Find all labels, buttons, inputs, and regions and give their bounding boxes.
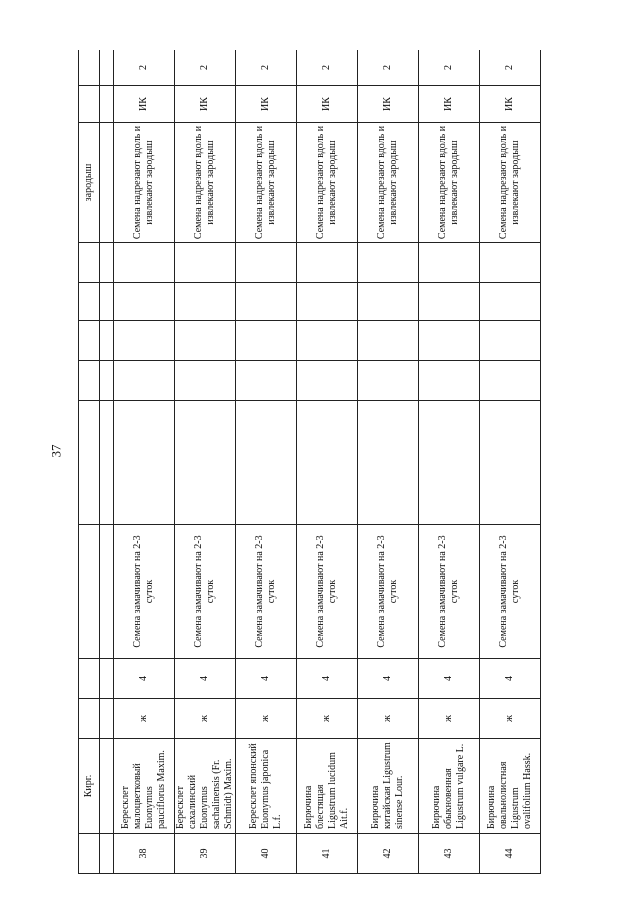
mark-cell: ж <box>175 699 236 739</box>
empty-cell <box>480 361 541 401</box>
subheader-cell <box>100 86 114 123</box>
empty-cell <box>358 361 419 401</box>
header-cell-treatment <box>79 525 100 659</box>
empty-cell <box>114 361 175 401</box>
four-cell: 4 <box>236 659 297 699</box>
empty-cell <box>480 401 541 525</box>
mark-cell: ж <box>297 699 358 739</box>
header-cell-empty-4 <box>79 283 100 321</box>
two-cell: 2 <box>358 50 419 86</box>
extraction-cell: Семена надрезают вдоль и извлекают зародыш <box>236 123 297 243</box>
empty-cell <box>358 243 419 283</box>
row-number: 43 <box>419 834 480 874</box>
empty-cell <box>419 361 480 401</box>
species-name: Бирючина обыкновенная Ligustrum vulgare L. <box>419 739 480 834</box>
treatment-cell: Семена замачивают на 2-3 суток <box>419 525 480 659</box>
header-cell-extraction: зародыш <box>79 123 100 243</box>
species-name: Бересклет малоцветковый Euonymus pauciflorus Maxim. <box>114 739 175 834</box>
row-number: 41 <box>297 834 358 874</box>
empty-cell <box>480 283 541 321</box>
row-number: 38 <box>114 834 175 874</box>
extraction-cell: Семена надрезают вдоль и извлекают зародыш <box>297 123 358 243</box>
table-header-row <box>79 50 100 874</box>
subheader-cell <box>100 525 114 659</box>
empty-cell <box>114 243 175 283</box>
empty-cell <box>419 283 480 321</box>
empty-cell <box>236 361 297 401</box>
two-cell: 2 <box>236 50 297 86</box>
species-name: Бирючина китайская Ligustrum sinense Lour. <box>358 739 419 834</box>
row-number: 42 <box>358 834 419 874</box>
two-cell: 2 <box>480 50 541 86</box>
header-cell-two <box>79 50 100 86</box>
empty-cell <box>175 283 236 321</box>
header-cell-mark <box>79 699 100 739</box>
two-cell: 2 <box>114 50 175 86</box>
two-cell: 2 <box>419 50 480 86</box>
table-wrapper <box>78 50 638 874</box>
four-cell: 4 <box>297 659 358 699</box>
header-cell-four <box>79 659 100 699</box>
empty-cell <box>358 283 419 321</box>
table-subheader-row <box>100 50 114 874</box>
ik-cell: ИК <box>114 86 175 123</box>
row-number: 40 <box>236 834 297 874</box>
header-cell-empty-3 <box>79 321 100 361</box>
empty-cell <box>297 243 358 283</box>
table-row <box>175 50 236 874</box>
species-name: Бересклет японский Euonymus japonica L.f. <box>236 739 297 834</box>
ik-cell: ИК <box>297 86 358 123</box>
header-cell-empty-1 <box>79 401 100 525</box>
table-row <box>419 50 480 874</box>
row-number: 44 <box>480 834 541 874</box>
treatment-cell: Семена замачивают на 2-3 суток <box>297 525 358 659</box>
table-row <box>236 50 297 874</box>
treatment-cell: Семена замачивают на 2-3 суток <box>114 525 175 659</box>
empty-cell <box>175 361 236 401</box>
subheader-cell <box>100 321 114 361</box>
table-row <box>297 50 358 874</box>
ik-cell: ИК <box>175 86 236 123</box>
mark-cell: ж <box>114 699 175 739</box>
page-number-text: 37 <box>48 444 63 458</box>
four-cell: 4 <box>175 659 236 699</box>
header-cell-num <box>79 834 100 874</box>
table-row <box>114 50 175 874</box>
subheader-cell <box>100 283 114 321</box>
header-cell-empty-2 <box>79 361 100 401</box>
empty-cell <box>236 321 297 361</box>
mark-cell: ж <box>419 699 480 739</box>
ik-cell: ИК <box>480 86 541 123</box>
page-number <box>48 436 64 466</box>
treatment-cell: Семена замачивают на 2-3 суток <box>358 525 419 659</box>
header-cell-ik <box>79 86 100 123</box>
mark-cell: ж <box>358 699 419 739</box>
four-cell: 4 <box>358 659 419 699</box>
ik-cell: ИК <box>358 86 419 123</box>
empty-cell <box>419 401 480 525</box>
empty-cell <box>175 321 236 361</box>
empty-cell <box>297 283 358 321</box>
subheader-cell <box>100 361 114 401</box>
empty-cell <box>175 243 236 283</box>
extraction-cell: Семена надрезают вдоль и извлекают зародыш <box>419 123 480 243</box>
treatment-cell: Семена замачивают на 2-3 суток <box>175 525 236 659</box>
table-row <box>480 50 541 874</box>
species-name: Бересклет сахалинский Euonymus sachalinensis (Fr. Schmidt) Maxim. <box>175 739 236 834</box>
empty-cell <box>419 243 480 283</box>
two-cell: 2 <box>175 50 236 86</box>
empty-cell <box>236 243 297 283</box>
header-cell-name: Кирг. <box>79 739 100 834</box>
seed-treatment-table <box>78 50 541 874</box>
four-cell: 4 <box>480 659 541 699</box>
empty-cell <box>358 401 419 525</box>
ik-cell: ИК <box>236 86 297 123</box>
subheader-cell <box>100 739 114 834</box>
extraction-cell: Семена надрезают вдоль и извлекают зародыш <box>480 123 541 243</box>
table-body <box>79 50 541 874</box>
subheader-cell <box>100 243 114 283</box>
ik-cell: ИК <box>419 86 480 123</box>
subheader-cell <box>100 699 114 739</box>
empty-cell <box>297 321 358 361</box>
empty-cell <box>480 243 541 283</box>
empty-cell <box>114 283 175 321</box>
empty-cell <box>175 401 236 525</box>
row-number: 39 <box>175 834 236 874</box>
species-name: Бирючина овальнолистная Ligustrum ovalifolium Hassk. <box>480 739 541 834</box>
four-cell: 4 <box>419 659 480 699</box>
subheader-cell <box>100 123 114 243</box>
empty-cell <box>419 321 480 361</box>
subheader-cell <box>100 401 114 525</box>
treatment-cell: Семена замачивают на 2-3 суток <box>236 525 297 659</box>
treatment-cell: Семена замачивают на 2-3 суток <box>480 525 541 659</box>
empty-cell <box>114 401 175 525</box>
two-cell: 2 <box>297 50 358 86</box>
table-row <box>358 50 419 874</box>
extraction-cell: Семена надрезают вдоль и извлекают зародыш <box>358 123 419 243</box>
species-name: Бирючина блестящая Ligustrum lucidum Ait.f. <box>297 739 358 834</box>
extraction-cell: Семена надрезают вдоль и извлекают зародыш <box>114 123 175 243</box>
four-cell: 4 <box>114 659 175 699</box>
header-cell-empty-5 <box>79 243 100 283</box>
extraction-cell: Семена надрезают вдоль и извлекают зародыш <box>175 123 236 243</box>
subheader-cell <box>100 659 114 699</box>
empty-cell <box>358 321 419 361</box>
empty-cell <box>297 401 358 525</box>
mark-cell: ж <box>480 699 541 739</box>
subheader-cell <box>100 834 114 874</box>
empty-cell <box>480 321 541 361</box>
mark-cell: ж <box>236 699 297 739</box>
empty-cell <box>297 361 358 401</box>
rotated-table-container <box>78 50 638 874</box>
empty-cell <box>236 401 297 525</box>
empty-cell <box>114 321 175 361</box>
subheader-cell <box>100 50 114 86</box>
empty-cell <box>236 283 297 321</box>
